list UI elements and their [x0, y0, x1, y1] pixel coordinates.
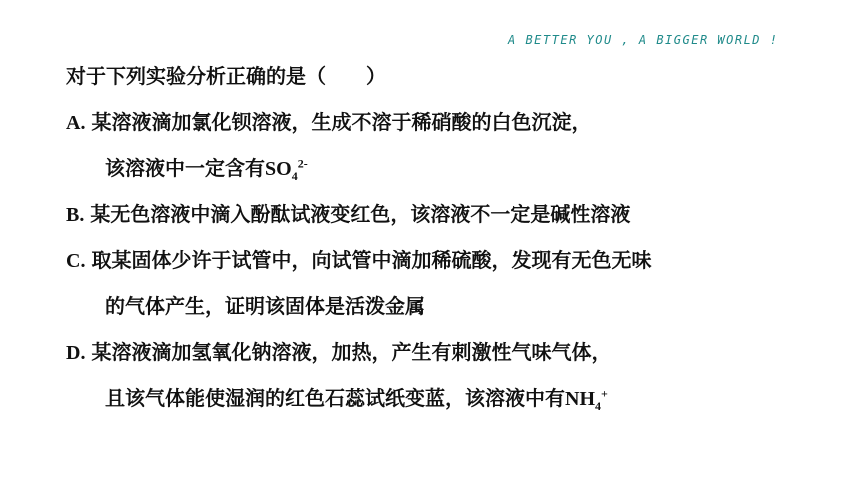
option-b-label: B: [66, 204, 80, 226]
option-d-sep: .: [80, 342, 86, 364]
option-c-line1[interactable]: [66, 242, 844, 288]
header-slogan: A BETTER YOU , A BIGGER WORLD !: [508, 33, 779, 47]
option-d-text: 某溶液滴加氢氧化钠溶液，加热，产生有刺激性气味气体，: [91, 340, 612, 364]
sulfate-subscript: 4: [291, 169, 298, 183]
option-b-text: 某无色溶液中滴入酚酞试液变红色，该溶液不一定是碱性溶液: [90, 202, 631, 226]
sulfate-formula: [265, 156, 308, 183]
option-c-label: C: [66, 250, 81, 272]
option-c-line2: [66, 288, 844, 334]
option-d-label: D: [66, 342, 81, 364]
option-c-text2: 的气体产生，证明该固体是活泼金属: [105, 294, 425, 318]
ammonium-subscript: 4: [595, 399, 601, 413]
option-b-line1[interactable]: [66, 196, 844, 242]
question-block: [66, 58, 844, 426]
option-a-line1[interactable]: [66, 104, 844, 150]
question-stem: 对于下列实验分析正确的是（ ）: [66, 64, 386, 88]
sulfate-charge: 2-: [297, 156, 308, 171]
option-a-line2: [66, 150, 844, 196]
option-a-sep: .: [80, 112, 86, 134]
option-a-text2: 该溶液中一定含有: [105, 156, 265, 180]
option-d-line1[interactable]: [66, 334, 844, 380]
option-d-text2: 且该气体能使湿润的红色石蕊试纸变蓝，该溶液中有: [105, 386, 565, 410]
ammonium-formula: [565, 386, 608, 413]
option-a-label: A: [66, 112, 81, 134]
sulfate-symbol: SO: [265, 158, 292, 180]
option-b-sep: .: [79, 204, 85, 226]
option-c-text: 取某固体少许于试管中，向试管中滴加稀硫酸，发现有无色无味: [91, 248, 652, 272]
ammonium-symbol: NH: [565, 388, 595, 410]
ammonium-charge: +: [601, 386, 608, 401]
option-a-text: 某溶液滴加氯化钡溶液，生成不溶于稀硝酸的白色沉淀，: [91, 110, 592, 134]
option-c-sep: .: [80, 250, 86, 272]
option-d-line2: [66, 380, 844, 426]
